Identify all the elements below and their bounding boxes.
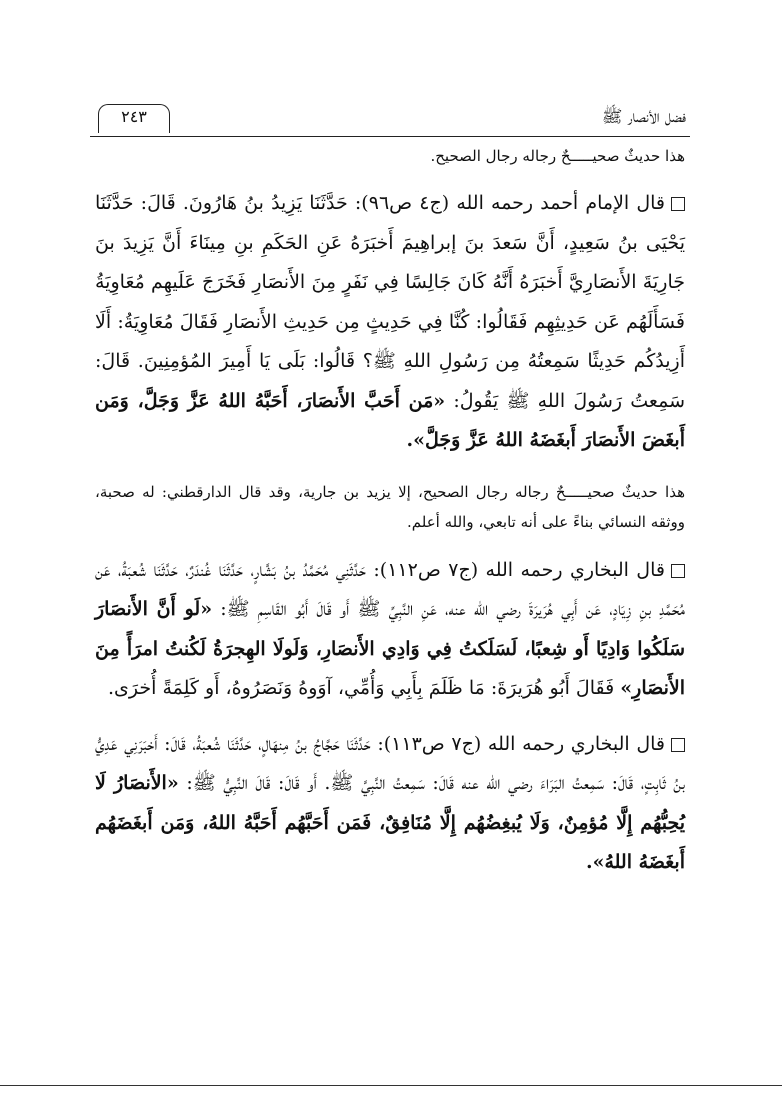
hadith-bukhari-113 — [95, 725, 685, 883]
hadith-tail: فَقَالَ أَبُو هُرَيرَةَ: مَا ظَلَمَ بِأَبِي وَأُمِّي، آوَوهُ وَنَصَرُوهُ، أَو كَلِمَةً أُخرَى. — [108, 677, 615, 699]
grade-note: هذا حديثٌ صحيـــــحٌ رجاله رجال الصحيح. — [430, 147, 685, 165]
hadith-text: قال الإمام أحمد رحمه الله (ج٤ ص٩٦): حَدَّثَنَا يَزِيدُ بنُ هَارُونَ. قَالَ: حَدَّثَنَا يَحْيَى بنُ سَعِيدٍ، أَنَّ سَعدَ بنَ إبراهِيمَ أَخبَرَهُ عَنِ الحَكَمِ بنِ مِينَاءَ أَنَّ يَزِيدَ بنَ جَارِيَةَ الأَنصَارِيَّ أَخبَرَهُ أَنَّهُ كَانَ جَالِسًا فِي نَفَرٍ مِنَ الأَنصَارِ فَخَرَجَ عَلَيهِم مُعَاوِيَةُ فَسَأَلَهُم عَن حَدِيثِهِم فَقَالُوا: كُنَّا فِي حَدِيثٍ مِن حَدِيثِ الأَنصَارِ فَقَالَ مُعَاوِيَةُ: أَلَا أَزِيدُكُم حَدِيثًا سَمِعتُهُ مِن رَسُولِ اللهِ ﷺ؟ قَالُوا: بَلَى يَا أَمِيرَ المُؤمِنِينَ. قَالَ: سَمِعتُ رَسُولَ اللهِ ﷺ يَقُولُ: — [95, 192, 685, 412]
page-number-box — [98, 104, 170, 133]
hadith-matn: «لَو أَنَّ الأَنصَارَ سَلَكُوا وَادِيًا أَو شِعبًا، لَسَلَكتُ فِي وَادِي الأَنصَارِ، وَلَولَا الهِجرَةُ لَكُنتُ امرَأً مِنَ الأَنصَارِ» — [95, 598, 685, 699]
footer-divider — [0, 1085, 782, 1086]
square-bullet-icon — [671, 564, 685, 578]
page-body — [95, 142, 685, 899]
hadith-matn: «مَن أَحَبَّ الأَنصَارَ، أَحَبَّهُ اللهُ عَزَّ وَجَلَّ، وَمَن أَبغَضَ الأَنصَارَ أَبغَضَهُ اللهُ عَزَّ وَجَلَّ». — [95, 389, 685, 451]
grade-note: هذا حديثٌ صحيـــــحٌ رجاله رجال الصحيح، إلا يزيد بن جارية، وقد قال الدارقطني: له صحبة، ووثقه النسائي بناءً على أنه تابعي، والله أعلم. — [95, 482, 685, 531]
page-number: ٢٤٣ — [121, 107, 147, 126]
running-title: فضل الأنصار ﷺ — [601, 107, 686, 127]
hadith-bukhari-112 — [95, 551, 685, 709]
hadith-text: قال البخاري رحمه الله (ج٧ ص١١٣): حَدَّثَنَا حَجَّاجُ بنُ مِنهَالٍ، حَدَّثَنَا شُعبَةُ، قَالَ: أَخبَرَنِي عَدِيُّ بنُ ثَابِتٍ، قَالَ: سَمِعتُ البَرَاءَ رضي الله عنه قَالَ: سَمِعتُ النَّبِيَّ ﷺ. أَو قَالَ: قَالَ النَّبِيُّ ﷺ: — [95, 732, 685, 794]
square-bullet-icon — [671, 197, 685, 211]
square-bullet-icon — [671, 738, 685, 752]
page-header — [90, 100, 690, 137]
hadith-text: قال البخاري رحمه الله (ج٧ ص١١٢): حَدَّثَنِي مُحَمَّدُ بنُ بَشَّارٍ، حَدَّثَنَا غُندَرٌ، حَدَّثَنَا شُعبَةُ، عَن مُحَمَّدِ بنِ زِيَادٍ، عَن أَبِي هُرَيرَةَ رضي الله عنه، عَنِ النَّبِيِّ ﷺ أَو قَالَ أَبُو القَاسِمِ ﷺ: — [95, 558, 685, 620]
hadith-ahmad — [95, 184, 685, 461]
hadith-matn: «الأَنصَارُ لَا يُحِبُّهُم إِلَّا مُؤمِنٌ، وَلَا يُبغِضُهُم إِلَّا مُنَافِقٌ، فَمَن أَحَبَّهُم أَحَبَّهُ اللهُ، وَمَن أَبغَضَهُم أَبغَضَهُ اللهُ». — [95, 772, 685, 873]
